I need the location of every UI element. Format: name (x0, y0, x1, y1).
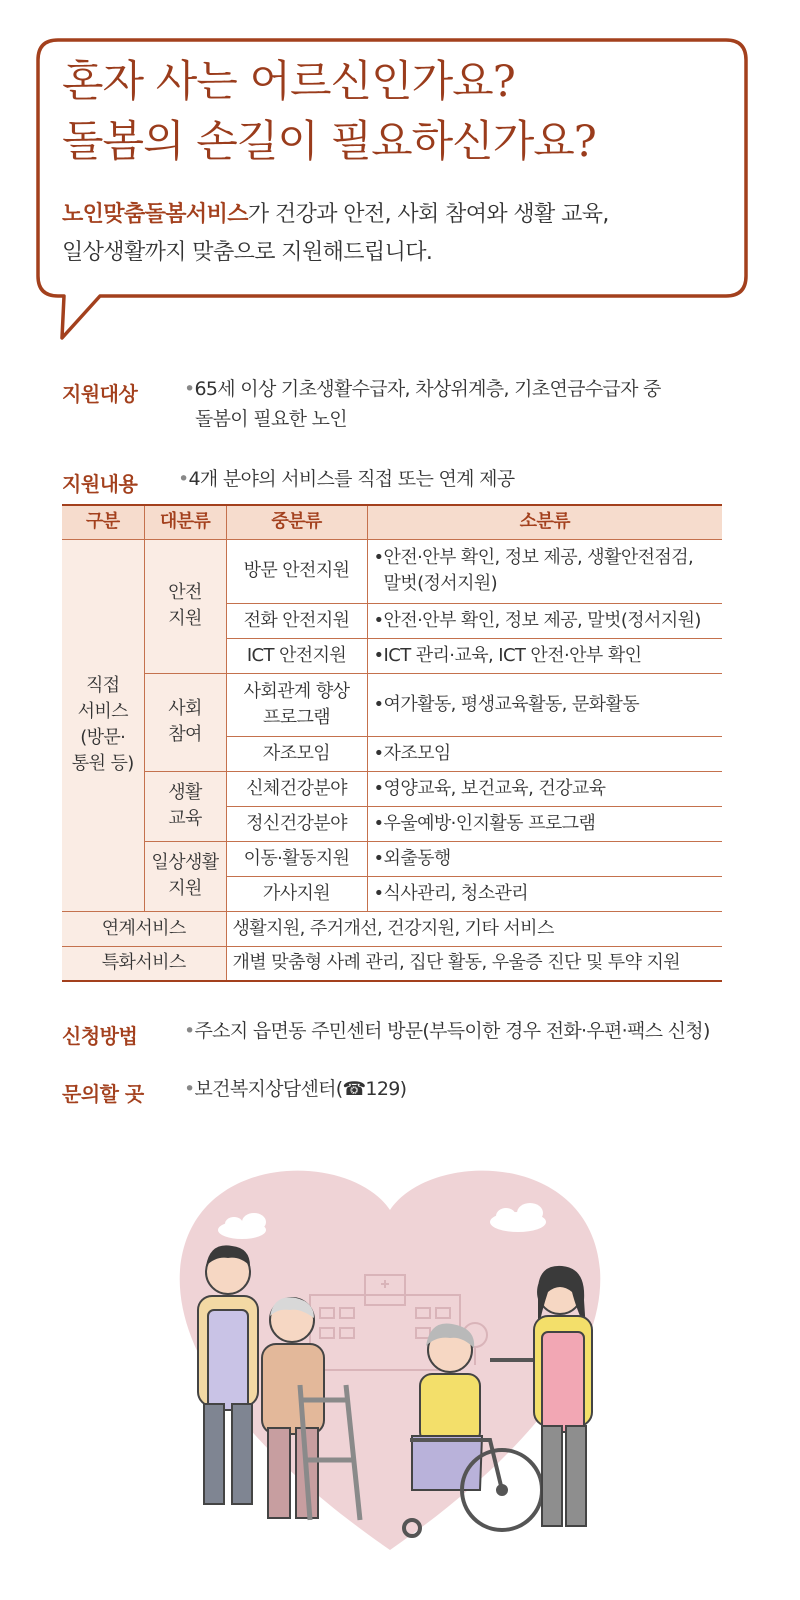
header-category: 구분 (62, 505, 144, 539)
sub-physical-text: 영양교육, 보건교육, 건강교육 (383, 777, 606, 799)
header-middle: 중분류 (226, 505, 367, 539)
table-row (62, 911, 722, 946)
apply-description (184, 1016, 710, 1046)
direct-line-3: (방문· (80, 727, 126, 748)
section-label-content: 지원내용 (62, 472, 138, 496)
sub-mental-text: 우울예방·인지활동 프로그램 (383, 812, 596, 834)
bullet-icon: • (373, 882, 384, 904)
mid-physical: 신체건강분야 (226, 771, 367, 806)
special-service-label: 특화서비스 (62, 946, 226, 981)
headline-line-2: 돌봄의 손길이 필요하신가요? (62, 117, 596, 167)
table-row (62, 841, 722, 876)
mid-ict-safety: ICT 안전지원 (226, 638, 367, 673)
target-line-2: 돌봄이 필요한 노인 (195, 408, 347, 430)
content-text: 4개 분야의 서비스를 직접 또는 연계 제공 (188, 468, 515, 490)
sub-visit-safety-line-2: 말벗(정서지원) (383, 573, 498, 594)
mid-mobility: 이동·활동지원 (226, 841, 367, 876)
table-row (62, 539, 722, 603)
caregiver-right-figure (534, 1266, 592, 1526)
header-minor: 소분류 (367, 505, 722, 539)
sub-mobility (367, 841, 722, 876)
sub-social-program (367, 673, 722, 736)
table-header-row (62, 505, 722, 539)
bullet-icon: • (373, 742, 384, 764)
sub-visit-safety-line-1: 안전·안부 확인, 정보 제공, 생활안전점검, (383, 547, 694, 568)
category-safety-line-2: 지원 (168, 608, 202, 629)
section-label-target: 지원대상 (62, 382, 138, 406)
bullet-icon: • (373, 609, 384, 631)
category-daily-line-2: 지원 (168, 878, 202, 899)
table-row (62, 771, 722, 806)
linked-service-text: 생활지원, 주거개선, 건강지원, 기타 서비스 (226, 911, 722, 946)
sub-mental (367, 806, 722, 841)
bullet-icon: • (184, 378, 195, 400)
sub-mobility-text: 외출동행 (383, 847, 451, 869)
category-daily-line-1: 일상생활 (151, 852, 219, 873)
direct-line-4: 통원 등) (71, 753, 134, 774)
contact-text: 보건복지상담센터(☎129) (194, 1078, 407, 1100)
sub-ict-safety (367, 638, 722, 673)
table-row (62, 946, 722, 981)
apply-text: 주소지 읍면동 주민센터 방문(부득이한 경우 전화·우편·팩스 신청) (194, 1020, 710, 1042)
target-line-1: 65세 이상 기초생활수급자, 차상위계층, 기초연금수급자 중 (194, 378, 661, 400)
sub-self-help (367, 736, 722, 771)
bullet-icon: • (178, 468, 189, 490)
sub-phone-safety-text: 안전·안부 확인, 정보 제공, 말벗(정서지원) (383, 609, 701, 631)
service-name: 노인맞춤돌봄서비스 (62, 202, 248, 227)
section-label-apply: 신청방법 (62, 1024, 138, 1048)
header-major: 대분류 (144, 505, 226, 539)
headline-line-1: 혼자 사는 어르신인가요? (62, 57, 515, 107)
bullet-icon: • (373, 644, 384, 666)
bullet-icon: • (373, 693, 384, 715)
mid-social-program-line-1: 사회관계 향상 (243, 680, 350, 702)
category-safety (144, 539, 226, 673)
mid-self-help: 자조모임 (226, 736, 367, 771)
table-row (62, 673, 722, 736)
sub-phone-safety (367, 603, 722, 638)
sub-self-help-text: 자조모임 (383, 742, 451, 764)
direct-line-2: 서비스 (77, 701, 128, 722)
intro-line-2: 일상생활까지 맞춤으로 지원해드립니다. (62, 240, 433, 265)
sub-housework (367, 876, 722, 911)
caregiver-illustration (150, 1160, 630, 1560)
bullet-icon: • (184, 1020, 195, 1042)
bullet-icon: • (184, 1078, 195, 1100)
mid-visit-safety: 방문 안전지원 (226, 539, 367, 603)
sub-physical (367, 771, 722, 806)
category-edu-line-1: 생활 (168, 782, 202, 803)
category-edu (144, 771, 226, 841)
service-table (62, 504, 722, 982)
content-description (178, 464, 514, 494)
sub-social-program-text: 여가활동, 평생교육활동, 문화활동 (383, 693, 640, 715)
sub-visit-safety (367, 539, 722, 603)
category-daily (144, 841, 226, 911)
mid-phone-safety: 전화 안전지원 (226, 603, 367, 638)
intro-line-1: 가 건강과 안전, 사회 참여와 생활 교육, (247, 202, 609, 227)
category-safety-line-1: 안전 (168, 582, 202, 603)
sub-ict-safety-text: ICT 관리·교육, ICT 안전·안부 확인 (383, 644, 642, 666)
category-social-line-1: 사회 (168, 698, 202, 719)
category-social (144, 673, 226, 771)
target-description (184, 374, 661, 434)
linked-service-label: 연계서비스 (62, 911, 226, 946)
section-label-contact: 문의할 곳 (62, 1082, 144, 1106)
mid-social-program-line-2: 프로그램 (262, 706, 331, 728)
bullet-icon: • (373, 777, 384, 799)
mid-housework: 가사지원 (226, 876, 367, 911)
bullet-icon: • (373, 547, 384, 568)
bullet-icon: • (373, 812, 384, 834)
mid-social-program (226, 673, 367, 736)
bullet-icon: • (373, 847, 384, 869)
category-social-line-2: 참여 (168, 724, 202, 745)
sub-housework-text: 식사관리, 청소관리 (383, 882, 529, 904)
mid-mental: 정신건강분야 (226, 806, 367, 841)
category-edu-line-2: 교육 (168, 808, 202, 829)
special-service-text: 개별 맞춤형 사례 관리, 집단 활동, 우울증 진단 및 투약 지원 (226, 946, 722, 981)
contact-description (184, 1074, 406, 1104)
headline (62, 52, 762, 172)
direct-line-1: 직접 (85, 675, 120, 696)
direct-service-cell (62, 539, 144, 911)
intro-text (62, 196, 742, 272)
